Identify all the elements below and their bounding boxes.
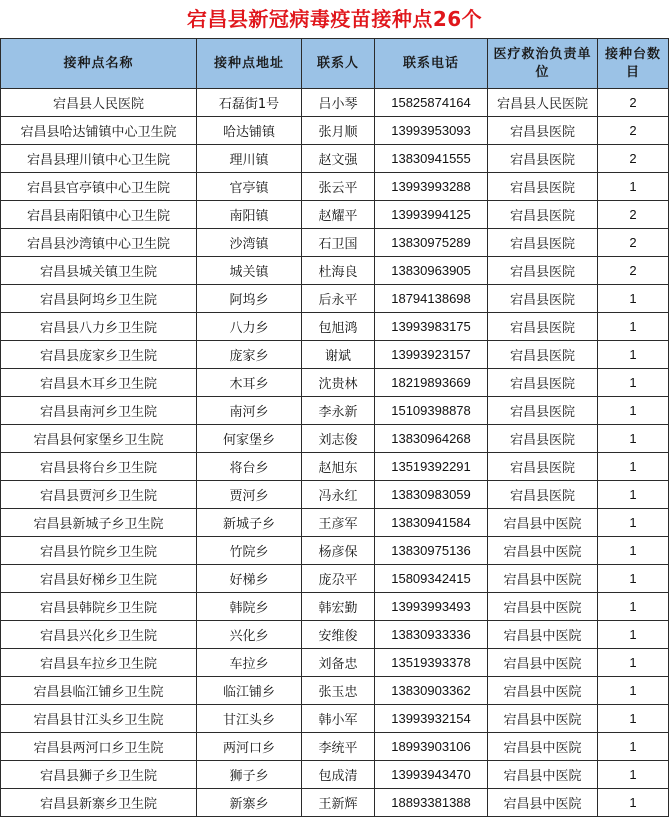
site-name-cell: 宕昌县韩院乡卫生院: [1, 593, 197, 621]
site-name-cell: 宕昌县哈达铺镇中心卫生院: [1, 117, 197, 145]
table-row: [1, 649, 669, 677]
contact-phone-cell: 15809342415: [375, 565, 488, 593]
table-row: [1, 705, 669, 733]
contact-phone-cell: 15109398878: [375, 397, 488, 425]
contact-phone-cell: 13993983175: [375, 313, 488, 341]
responsible-unit-cell: 宕昌县医院: [488, 173, 598, 201]
contact-person-cell: 谢斌: [302, 341, 375, 369]
responsible-unit-cell: 宕昌县中医院: [488, 537, 598, 565]
site-name-cell: 宕昌县竹院乡卫生院: [1, 537, 197, 565]
station-count-cell: 1: [598, 425, 669, 453]
contact-phone-cell: 13993994125: [375, 201, 488, 229]
site-address-cell: 八力乡: [197, 313, 302, 341]
responsible-unit-cell: 宕昌县医院: [488, 257, 598, 285]
site-name-cell: 宕昌县新寨乡卫生院: [1, 789, 197, 817]
contact-person-cell: 庞尕平: [302, 565, 375, 593]
contact-phone-cell: 15825874164: [375, 89, 488, 117]
table-row: [1, 509, 669, 537]
station-count-cell: 1: [598, 285, 669, 313]
table-row: [1, 733, 669, 761]
station-count-cell: 2: [598, 229, 669, 257]
contact-phone-cell: 18993903106: [375, 733, 488, 761]
contact-phone-cell: 13993932154: [375, 705, 488, 733]
station-count-cell: 1: [598, 509, 669, 537]
site-address-cell: 阿坞乡: [197, 285, 302, 313]
contact-person-cell: 杜海良: [302, 257, 375, 285]
responsible-unit-cell: 宕昌县医院: [488, 481, 598, 509]
site-name-cell: 宕昌县沙湾镇中心卫生院: [1, 229, 197, 257]
contact-phone-cell: 18794138698: [375, 285, 488, 313]
table-row: [1, 285, 669, 313]
responsible-unit-cell: 宕昌县医院: [488, 453, 598, 481]
header-contact-person: 联系人: [302, 39, 375, 89]
responsible-unit-cell: 宕昌县中医院: [488, 733, 598, 761]
station-count-cell: 2: [598, 257, 669, 285]
table-row: [1, 229, 669, 257]
contact-person-cell: 安维俊: [302, 621, 375, 649]
table-row: [1, 369, 669, 397]
contact-phone-cell: 13993993288: [375, 173, 488, 201]
station-count-cell: 2: [598, 89, 669, 117]
site-address-cell: 竹院乡: [197, 537, 302, 565]
contact-person-cell: 张月顺: [302, 117, 375, 145]
table-row: [1, 145, 669, 173]
site-name-cell: 宕昌县贾河乡卫生院: [1, 481, 197, 509]
site-name-cell: 宕昌县八力乡卫生院: [1, 313, 197, 341]
responsible-unit-cell: 宕昌县医院: [488, 229, 598, 257]
station-count-cell: 1: [598, 705, 669, 733]
site-name-cell: 宕昌县两河口乡卫生院: [1, 733, 197, 761]
table-row: [1, 425, 669, 453]
contact-person-cell: 刘备忠: [302, 649, 375, 677]
contact-person-cell: 包旭鸿: [302, 313, 375, 341]
site-address-cell: 临江铺乡: [197, 677, 302, 705]
contact-person-cell: 刘志俊: [302, 425, 375, 453]
header-station-count: 接种台数目: [598, 39, 669, 89]
contact-person-cell: 张玉忠: [302, 677, 375, 705]
site-address-cell: 好梯乡: [197, 565, 302, 593]
contact-phone-cell: 13830941555: [375, 145, 488, 173]
site-name-cell: 宕昌县理川镇中心卫生院: [1, 145, 197, 173]
contact-phone-cell: 13830963905: [375, 257, 488, 285]
site-address-cell: 新城子乡: [197, 509, 302, 537]
responsible-unit-cell: 宕昌县医院: [488, 397, 598, 425]
site-address-cell: 新寨乡: [197, 789, 302, 817]
header-responsible-unit: 医疗救治负责单位: [488, 39, 598, 89]
responsible-unit-cell: 宕昌县医院: [488, 369, 598, 397]
table-row: [1, 537, 669, 565]
responsible-unit-cell: 宕昌县医院: [488, 313, 598, 341]
header-site-address: 接种点地址: [197, 39, 302, 89]
responsible-unit-cell: 宕昌县中医院: [488, 761, 598, 789]
site-address-cell: 南河乡: [197, 397, 302, 425]
table-body: [1, 89, 669, 817]
contact-person-cell: 王新辉: [302, 789, 375, 817]
responsible-unit-cell: 宕昌县中医院: [488, 509, 598, 537]
site-address-cell: 甘江头乡: [197, 705, 302, 733]
site-address-cell: 城关镇: [197, 257, 302, 285]
station-count-cell: 1: [598, 537, 669, 565]
contact-person-cell: 杨彦保: [302, 537, 375, 565]
vaccination-sites-table: [0, 38, 669, 817]
table-row: [1, 173, 669, 201]
site-name-cell: 宕昌县木耳乡卫生院: [1, 369, 197, 397]
site-address-cell: 哈达铺镇: [197, 117, 302, 145]
site-address-cell: 沙湾镇: [197, 229, 302, 257]
contact-phone-cell: 13830941584: [375, 509, 488, 537]
station-count-cell: 1: [598, 453, 669, 481]
contact-phone-cell: 13519393378: [375, 649, 488, 677]
table-row: [1, 341, 669, 369]
station-count-cell: 1: [598, 313, 669, 341]
site-address-cell: 贾河乡: [197, 481, 302, 509]
station-count-cell: 1: [598, 593, 669, 621]
table-row: [1, 117, 669, 145]
site-name-cell: 宕昌县车拉乡卫生院: [1, 649, 197, 677]
station-count-cell: 1: [598, 677, 669, 705]
table-row: [1, 761, 669, 789]
site-address-cell: 南阳镇: [197, 201, 302, 229]
site-name-cell: 宕昌县狮子乡卫生院: [1, 761, 197, 789]
contact-phone-cell: 13830975136: [375, 537, 488, 565]
responsible-unit-cell: 宕昌县医院: [488, 145, 598, 173]
site-name-cell: 宕昌县城关镇卫生院: [1, 257, 197, 285]
site-address-cell: 将台乡: [197, 453, 302, 481]
responsible-unit-cell: 宕昌县医院: [488, 285, 598, 313]
table-header-row: [1, 39, 669, 89]
contact-person-cell: 韩宏勤: [302, 593, 375, 621]
contact-phone-cell: 13830903362: [375, 677, 488, 705]
contact-person-cell: 后永平: [302, 285, 375, 313]
site-address-cell: 狮子乡: [197, 761, 302, 789]
responsible-unit-cell: 宕昌县中医院: [488, 593, 598, 621]
station-count-cell: 2: [598, 145, 669, 173]
contact-person-cell: 冯永红: [302, 481, 375, 509]
site-address-cell: 兴化乡: [197, 621, 302, 649]
contact-person-cell: 韩小军: [302, 705, 375, 733]
site-name-cell: 宕昌县好梯乡卫生院: [1, 565, 197, 593]
responsible-unit-cell: 宕昌县中医院: [488, 677, 598, 705]
contact-person-cell: 沈贵林: [302, 369, 375, 397]
contact-phone-cell: 13993953093: [375, 117, 488, 145]
site-address-cell: 官亭镇: [197, 173, 302, 201]
table-row: [1, 257, 669, 285]
responsible-unit-cell: 宕昌县医院: [488, 201, 598, 229]
table-row: [1, 593, 669, 621]
site-name-cell: 宕昌县南阳镇中心卫生院: [1, 201, 197, 229]
station-count-cell: 1: [598, 733, 669, 761]
station-count-cell: 1: [598, 621, 669, 649]
responsible-unit-cell: 宕昌县医院: [488, 341, 598, 369]
contact-phone-cell: 13519392291: [375, 453, 488, 481]
site-name-cell: 宕昌县阿坞乡卫生院: [1, 285, 197, 313]
contact-person-cell: 赵耀平: [302, 201, 375, 229]
site-address-cell: 庞家乡: [197, 341, 302, 369]
site-name-cell: 宕昌县人民医院: [1, 89, 197, 117]
contact-person-cell: 包成清: [302, 761, 375, 789]
responsible-unit-cell: 宕昌县医院: [488, 425, 598, 453]
contact-phone-cell: 13993943470: [375, 761, 488, 789]
table-row: [1, 313, 669, 341]
contact-phone-cell: 13993923157: [375, 341, 488, 369]
table-row: [1, 397, 669, 425]
site-name-cell: 宕昌县南河乡卫生院: [1, 397, 197, 425]
site-name-cell: 宕昌县官亭镇中心卫生院: [1, 173, 197, 201]
site-name-cell: 宕昌县临江铺乡卫生院: [1, 677, 197, 705]
station-count-cell: 1: [598, 789, 669, 817]
site-name-cell: 宕昌县兴化乡卫生院: [1, 621, 197, 649]
site-name-cell: 宕昌县甘江头乡卫生院: [1, 705, 197, 733]
station-count-cell: 1: [598, 481, 669, 509]
contact-person-cell: 张云平: [302, 173, 375, 201]
contact-person-cell: 王彦军: [302, 509, 375, 537]
responsible-unit-cell: 宕昌县中医院: [488, 621, 598, 649]
contact-person-cell: 赵文强: [302, 145, 375, 173]
station-count-cell: 2: [598, 117, 669, 145]
site-address-cell: 木耳乡: [197, 369, 302, 397]
station-count-cell: 1: [598, 565, 669, 593]
contact-phone-cell: 13993993493: [375, 593, 488, 621]
contact-phone-cell: 13830975289: [375, 229, 488, 257]
contact-phone-cell: 13830964268: [375, 425, 488, 453]
table-row: [1, 89, 669, 117]
responsible-unit-cell: 宕昌县医院: [488, 117, 598, 145]
station-count-cell: 1: [598, 761, 669, 789]
header-contact-phone: 联系电话: [375, 39, 488, 89]
contact-phone-cell: 18893381388: [375, 789, 488, 817]
responsible-unit-cell: 宕昌县中医院: [488, 565, 598, 593]
site-name-cell: 宕昌县将台乡卫生院: [1, 453, 197, 481]
site-address-cell: 两河口乡: [197, 733, 302, 761]
contact-person-cell: 赵旭东: [302, 453, 375, 481]
table-row: [1, 201, 669, 229]
contact-person-cell: 李统平: [302, 733, 375, 761]
site-address-cell: 车拉乡: [197, 649, 302, 677]
station-count-cell: 1: [598, 397, 669, 425]
site-address-cell: 何家堡乡: [197, 425, 302, 453]
contact-phone-cell: 18219893669: [375, 369, 488, 397]
table-row: [1, 453, 669, 481]
site-name-cell: 宕昌县何家堡乡卫生院: [1, 425, 197, 453]
contact-person-cell: 石卫国: [302, 229, 375, 257]
site-address-cell: 石磊街1号: [197, 89, 302, 117]
table-row: [1, 621, 669, 649]
responsible-unit-cell: 宕昌县中医院: [488, 789, 598, 817]
station-count-cell: 1: [598, 173, 669, 201]
site-name-cell: 宕昌县庞家乡卫生院: [1, 341, 197, 369]
responsible-unit-cell: 宕昌县中医院: [488, 649, 598, 677]
responsible-unit-cell: 宕昌县中医院: [488, 705, 598, 733]
contact-phone-cell: 13830933336: [375, 621, 488, 649]
station-count-cell: 1: [598, 341, 669, 369]
header-site-name: 接种点名称: [1, 39, 197, 89]
station-count-cell: 1: [598, 649, 669, 677]
table-row: [1, 481, 669, 509]
station-count-cell: 1: [598, 369, 669, 397]
site-name-cell: 宕昌县新城子乡卫生院: [1, 509, 197, 537]
table-row: [1, 565, 669, 593]
station-count-cell: 2: [598, 201, 669, 229]
site-address-cell: 理川镇: [197, 145, 302, 173]
table-row: [1, 677, 669, 705]
page-title: 宕昌县新冠病毒疫苗接种点26个: [186, 7, 483, 31]
contact-person-cell: 李永新: [302, 397, 375, 425]
contact-person-cell: 吕小琴: [302, 89, 375, 117]
responsible-unit-cell: 宕昌县人民医院: [488, 89, 598, 117]
site-address-cell: 韩院乡: [197, 593, 302, 621]
table-row: [1, 789, 669, 817]
contact-phone-cell: 13830983059: [375, 481, 488, 509]
